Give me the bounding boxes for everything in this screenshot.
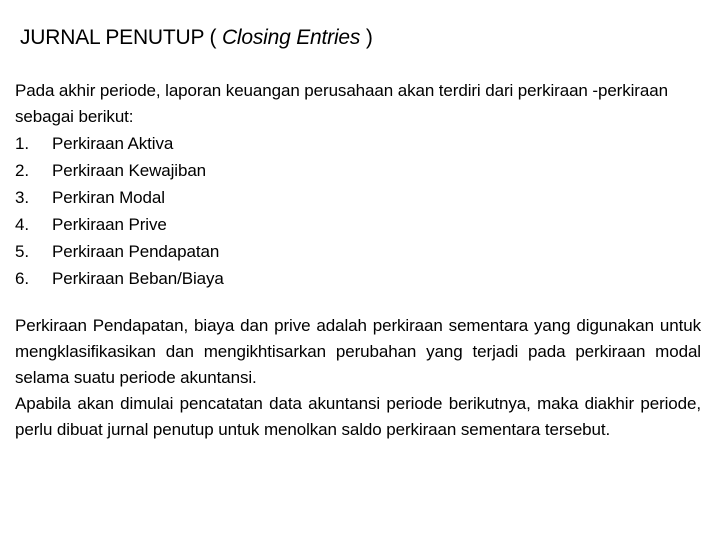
- slide-title: [20, 24, 373, 52]
- intro-text: Pada akhir periode, laporan keuangan perusahaan akan terdiri dari perkiraan -perkiraan sebagai berikut:: [15, 81, 668, 126]
- list-item-number: 1.: [15, 134, 29, 153]
- list-item-number: 6.: [15, 269, 29, 288]
- account-list: [15, 130, 705, 292]
- list-item-label: Perkiraan Aktiva: [52, 134, 174, 153]
- intro-section: [15, 78, 705, 292]
- list-item: [15, 157, 705, 184]
- list-item-number: 2.: [15, 161, 29, 180]
- list-item: [15, 130, 705, 157]
- list-item-label: Perkiraan Beban/Biaya: [52, 269, 224, 288]
- list-item-number: 5.: [15, 242, 29, 261]
- title-suffix: ): [360, 26, 373, 49]
- list-item-label: Perkiraan Pendapatan: [52, 242, 220, 261]
- title-italic: Closing Entries: [221, 26, 361, 49]
- title-prefix: JURNAL PENUTUP (: [20, 26, 222, 49]
- paragraph-closing-entries: Apabila akan dimulai pencatatan data akuntansi periode berikutnya, maka diakhir periode, perlu dibuat jurnal penutup untuk menolkan saldo perkiraan sementara tersebut.: [15, 394, 701, 439]
- list-item: [15, 265, 705, 292]
- list-item: [15, 238, 705, 265]
- list-item-label: Perkiraan Kewajiban: [52, 161, 207, 180]
- list-item-label: Perkiraan Prive: [52, 215, 167, 234]
- list-item: [15, 211, 705, 238]
- list-item-number: 4.: [15, 215, 29, 234]
- list-item-number: 3.: [15, 188, 29, 207]
- explanation-section: [15, 313, 701, 443]
- list-item: [15, 184, 705, 211]
- list-item-label: Perkiran Modal: [52, 188, 165, 207]
- paragraph-temporary-accounts: Perkiraan Pendapatan, biaya dan prive adalah perkiraan sementara yang digunakan untuk mengklasifikasikan dan mengikhtisarkan perubahan yang terjadi pada perkiraan modal selama suatu periode akuntansi.: [15, 316, 701, 387]
